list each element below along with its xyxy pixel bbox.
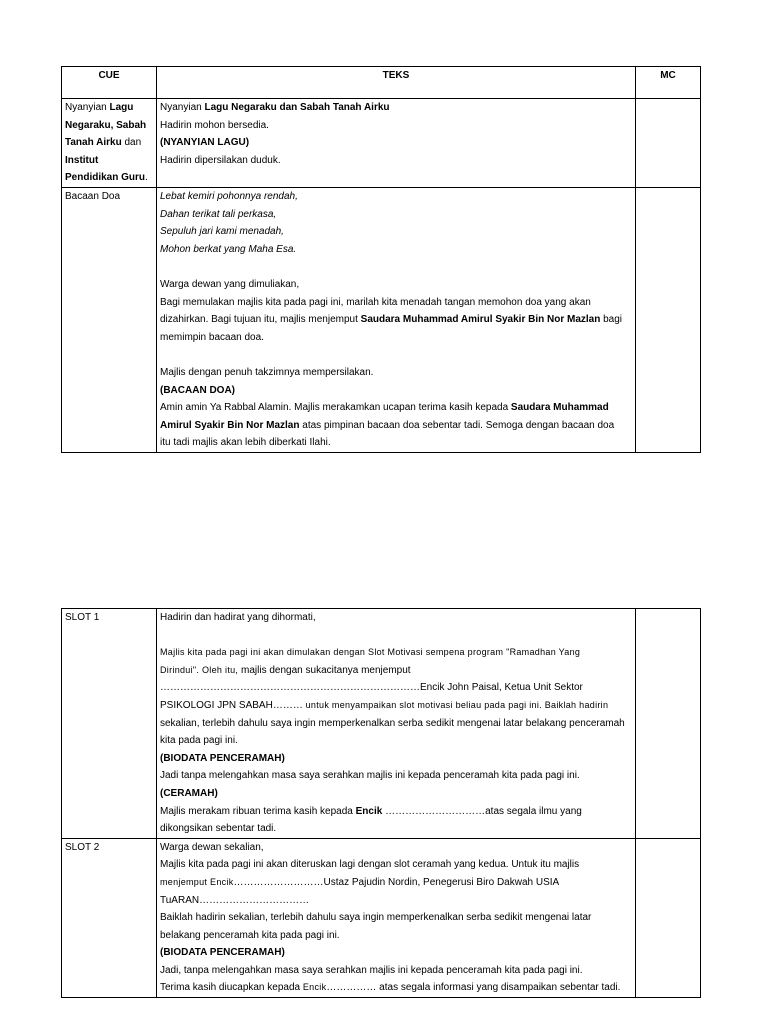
text-line-cue: (NYANYIAN LAGU) xyxy=(160,137,250,149)
text-line: Terima kasih diucapkan kepada Encik…………… atas segala informasi yang disampaikan sebentar tadi. xyxy=(160,982,621,994)
text-line: Amin amin Ya Rabbal Alamin. Majlis merakamkan ucapan terima kasih kepada Saudara Muhammad xyxy=(160,402,609,414)
text-line: Hadirin dipersilakan duduk. xyxy=(160,154,281,166)
table-header-row xyxy=(62,67,701,99)
text-line: Jadi tanpa melengahkan masa saya serahkan majlis ini kepada penceramah kita pada pagi ini. xyxy=(160,770,580,782)
pantun-line: Dahan terikat tali perkasa, xyxy=(160,208,277,220)
header-cue: CUE xyxy=(62,67,157,99)
cue-cell: SLOT 1 xyxy=(62,609,157,839)
program-table-1 xyxy=(61,66,701,453)
cue-cell: Bacaan Doa xyxy=(62,187,157,452)
header-mc: MC xyxy=(636,67,701,99)
cue-cell xyxy=(62,99,157,188)
text-line: menjemput Encik………………………Ustaz Pajudin Nordin, Penegerusi Biro Dakwah USIA xyxy=(160,876,560,888)
text-line: TuARAN…………………………… xyxy=(160,894,310,906)
text-line: Majlis dengan penuh takzimnya mempersilakan. xyxy=(160,366,374,378)
header-teks: TEKS xyxy=(157,67,636,99)
text-line: Majlis merakam ribuan terima kasih kepada Encik …………………………atas segala ilmu yang xyxy=(160,805,582,817)
cue-text: dan xyxy=(121,137,142,149)
text-line: Dirindui". Oleh itu, majlis dengan sukacitanya menjemput xyxy=(160,664,411,676)
text-line: itu tadi majlis akan lebih diberkati Ilahi. xyxy=(160,437,331,449)
mc-cell xyxy=(636,187,701,452)
table-row-slot-1 xyxy=(62,609,701,839)
text-line: memimpin bacaan doa. xyxy=(160,331,264,343)
text-line: Majlis kita pada pagi ini akan diteruskan lagi dengan slot ceramah yang kedua. Untuk itu majlis xyxy=(160,859,580,871)
text-line: dizahirkan. Bagi tujuan itu, majlis menjemput Saudara Muhammad Amirul Syakir Bin Nor Mazlan bagi xyxy=(160,314,623,326)
text-line: Jadi, tanpa melengahkan masa saya serahkan majlis ini kepada penceramah kita pada pagi ini. xyxy=(160,964,583,976)
mc-cell xyxy=(636,838,701,997)
cue-text-bold: Lagu Negaraku, Sabah Tanah Airku xyxy=(65,102,147,149)
text-line: Hadirin mohon bersedia. xyxy=(160,119,269,131)
text-line: kita pada pagi ini. xyxy=(160,735,238,747)
text-line-cue: (BACAAN DOA) xyxy=(160,384,235,396)
table-row-doa xyxy=(62,187,701,452)
program-table-2 xyxy=(61,608,701,998)
text-line: Nyanyian Lagu Negaraku dan Sabah Tanah Airku xyxy=(160,102,390,113)
teks-cell xyxy=(157,609,636,839)
teks-cell xyxy=(157,838,636,997)
cue-text: . xyxy=(145,172,148,184)
pantun-line: Lebat kemiri pohonnya rendah, xyxy=(160,190,298,202)
cue-text: Nyanyian xyxy=(65,102,110,113)
cue-text-bold: Institut Pendidikan Guru xyxy=(65,154,146,184)
text-line: Amirul Syakir Bin Nor Mazlan atas pimpinan bacaan doa sebentar tadi. Semoga dengan bacaan doa xyxy=(160,419,615,431)
text-line-cue: (BIODATA PENCERAMAH) xyxy=(160,752,285,764)
text-line: Baiklah hadirin sekalian, terlebih dahulu saya ingin memperkenalkan serba sedikit mengenai latar xyxy=(160,912,592,924)
pantun-line: Sepuluh jari kami menadah, xyxy=(160,226,284,238)
teks-cell xyxy=(157,99,636,188)
text-line: PSIKOLOGI JPN SABAH……… untuk menyampaikan slot motivasi beliau pada pagi ini. Baiklah hadirin xyxy=(160,699,609,711)
text-line: Warga dewan yang dimuliakan, xyxy=(160,278,300,290)
teks-cell xyxy=(157,187,636,452)
table-row-lagu xyxy=(62,99,701,188)
text-line: sekalian, terlebih dahulu saya ingin memperkenalkan serba sedikit mengenai latar belakang penceramah xyxy=(160,717,625,729)
text-line: belakang penceramah kita pada pagi ini. xyxy=(160,929,340,941)
text-line: ……………………………………………………………………Encik John Paisal, Ketua Unit Sektor xyxy=(160,682,583,694)
table-row-slot-2 xyxy=(62,838,701,997)
cue-cell: SLOT 2 xyxy=(62,838,157,997)
mc-cell xyxy=(636,609,701,839)
text-line-cue: (CERAMAH) xyxy=(160,787,218,799)
text-line: Majlis kita pada pagi ini akan dimulakan dengan Slot Motivasi sempena program "Ramadhan Yang xyxy=(160,647,581,658)
mc-cell xyxy=(636,99,701,188)
text-line-cue: (BIODATA PENCERAMAH) xyxy=(160,947,285,959)
text-line: Bagi memulakan majlis kita pada pagi ini, marilah kita menadah tangan memohon doa yang akan xyxy=(160,296,591,308)
pantun-line: Mohon berkat yang Maha Esa. xyxy=(160,243,297,255)
text-line: Hadirin dan hadirat yang dihormati, xyxy=(160,612,316,623)
text-line: Warga dewan sekalian, xyxy=(160,841,264,853)
text-line: dikongsikan sebentar tadi. xyxy=(160,823,277,835)
